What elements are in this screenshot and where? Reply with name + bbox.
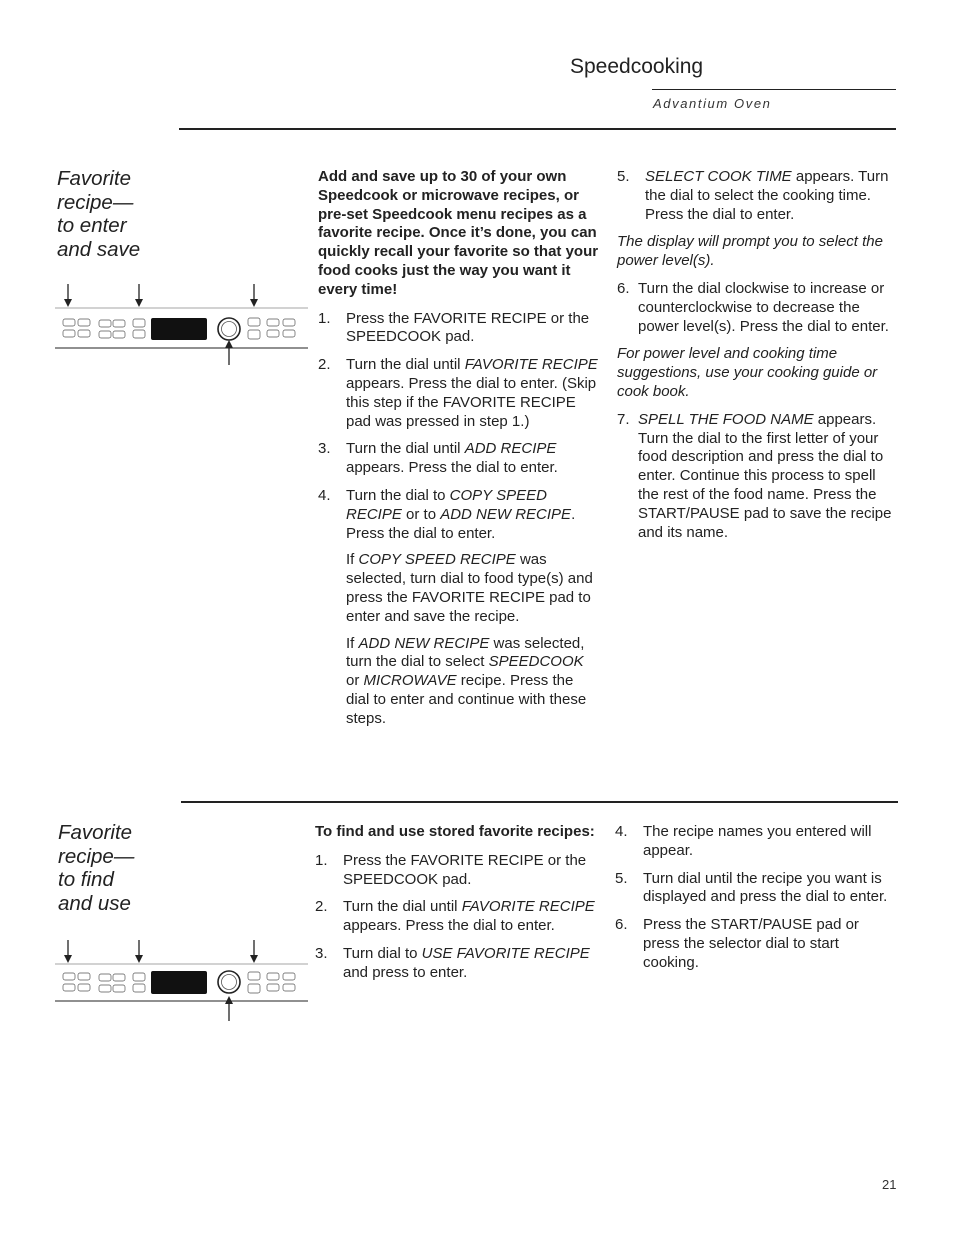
step-number: 2. xyxy=(315,898,328,916)
step-text: or to xyxy=(401,505,441,523)
header-main-rule xyxy=(179,128,896,130)
list-item xyxy=(615,870,897,908)
display-message: FAVORITE RECIPE xyxy=(461,898,595,916)
step-text: appears. Turn the dial to select the cooking time. Press the dial to enter. xyxy=(645,168,889,223)
step-number: 1. xyxy=(318,309,331,327)
list-item xyxy=(318,440,600,478)
step-text: appears. Turn the dial to the first letter of your food description and press the dial to enter. Continue this process to spell the rest of the food name. Press the START/PAUSE pad to save the recipe and its name. xyxy=(638,410,892,541)
display-message: ADD RECIPE xyxy=(464,440,557,458)
step-number: 7. xyxy=(617,410,630,428)
display-message: FAVORITE RECIPE xyxy=(464,356,598,374)
page-section-title: Speedcooking xyxy=(570,55,704,78)
step-text: The recipe names you entered will appear. xyxy=(643,823,872,859)
step-sub-paragraph xyxy=(346,635,600,729)
step-text: Turn the dial until xyxy=(343,898,462,916)
section-heading-find-use: Favorite recipe— to find and use xyxy=(58,821,135,915)
step-number: 6. xyxy=(615,916,628,934)
step-text: If xyxy=(346,634,359,652)
list-item xyxy=(617,168,899,224)
step-text: recipe. Press the dial to enter and continue with these steps. xyxy=(346,672,587,727)
display-message: MICROWAVE xyxy=(363,672,457,690)
list-item xyxy=(315,852,597,890)
step-text: Turn dial until the recipe you want is displayed and press the dial to enter. xyxy=(643,869,888,906)
header-short-rule xyxy=(652,89,896,90)
step-text: Press the FAVORITE RECIPE or the SPEEDCOOK pad. xyxy=(343,851,587,888)
step-number: 5. xyxy=(617,168,630,185)
step-text: Turn the dial to xyxy=(346,486,450,504)
step-paragraph xyxy=(346,487,600,543)
section-divider-rule xyxy=(181,801,898,803)
display-message: ADD NEW RECIPE xyxy=(440,505,572,523)
step-text: Turn dial to xyxy=(343,944,422,962)
section2-intro: To find and use stored favorite recipes: xyxy=(315,823,595,840)
section1-column-middle xyxy=(318,168,600,738)
step-text: Press the START/PAUSE pad or press the selector dial to start cooking. xyxy=(643,916,859,971)
list-item xyxy=(615,916,897,972)
step-number: 2. xyxy=(318,356,331,374)
section2-steps xyxy=(315,852,597,983)
page-subtitle: Advantium Oven xyxy=(653,96,772,111)
step-number: 4. xyxy=(318,486,331,504)
step-text: Turn the dial until xyxy=(346,440,465,458)
step-text: was selected, turn the dial to select xyxy=(346,634,585,671)
section1-steps xyxy=(318,310,600,729)
display-message: SPEEDCOOK xyxy=(488,653,584,671)
step-text: If xyxy=(346,551,359,569)
list-item xyxy=(315,898,597,936)
section-heading-enter-save: Favorite recipe— to enter and save xyxy=(57,167,141,261)
display-message: COPY SPEED RECIPE xyxy=(346,486,547,523)
section1-intro: Add and save up to 30 of your own Speedcook or microwave recipes, or pre-set Speedcook menu recipes as a favorite recipe. Once it’s done, you can quickly recall your favorite so that your food cooks just the way you want it every time! xyxy=(318,168,599,298)
display-message: COPY SPEED RECIPE xyxy=(358,551,516,569)
step-sub-paragraph xyxy=(346,551,600,626)
step-text: Press the FAVORITE RECIPE or the SPEEDCOOK pad. xyxy=(346,309,590,346)
control-panel-illustration-2 xyxy=(55,940,310,1024)
display-message: ADD NEW RECIPE xyxy=(358,634,490,652)
step-text: Turn the dial clockwise to increase or counterclockwise to decrease the power level(s). Press the dial to enter. xyxy=(638,279,889,335)
display-message: SPELL THE FOOD NAME xyxy=(638,410,814,428)
section2-column-right xyxy=(615,823,897,982)
step-text: or xyxy=(346,672,364,690)
control-panel-illustration-1 xyxy=(55,284,310,368)
step-text: appears. Press the dial to enter. xyxy=(343,917,555,935)
step-number: 1. xyxy=(315,851,328,869)
section2-column-middle xyxy=(315,823,597,992)
step-number: 3. xyxy=(315,944,328,962)
step-number: 4. xyxy=(615,823,628,840)
section1-steps-continued xyxy=(617,168,899,224)
list-item xyxy=(318,310,600,348)
section1-steps-continued-2 xyxy=(617,280,899,336)
step-text: appears. Press the dial to enter. xyxy=(346,459,558,477)
list-item xyxy=(615,823,897,861)
step-number: 6. xyxy=(617,279,630,297)
list-item xyxy=(315,945,597,983)
step-text: was selected, turn dial to food type(s) and press the FAVORITE RECIPE pad to enter and save the recipe. xyxy=(346,551,593,625)
cooking-guide-note: For power level and cooking time suggestions, use your cooking guide or cook book. xyxy=(617,345,878,400)
step-text: Turn the dial until xyxy=(346,356,465,374)
list-item xyxy=(318,356,600,431)
display-message: SELECT COOK TIME xyxy=(645,168,792,185)
step-text: . Press the dial to enter. xyxy=(346,505,576,542)
power-level-note: The display will prompt you to select the power level(s). xyxy=(617,233,883,270)
step-number: 5. xyxy=(615,869,628,887)
list-item xyxy=(617,411,899,543)
section2-steps-continued xyxy=(615,823,897,973)
list-item xyxy=(617,280,899,336)
section1-column-right xyxy=(617,168,899,551)
list-item xyxy=(318,487,600,729)
step-text: appears. Press the dial to enter. (Skip this step if the FAVORITE RECIPE pad was pressed in step 1.) xyxy=(346,374,597,430)
page-number: 21 xyxy=(882,1177,897,1192)
section1-steps-continued-3 xyxy=(617,411,899,543)
display-message: USE FAVORITE RECIPE xyxy=(421,944,590,962)
step-text: and press to enter. xyxy=(343,963,468,981)
step-number: 3. xyxy=(318,440,331,458)
